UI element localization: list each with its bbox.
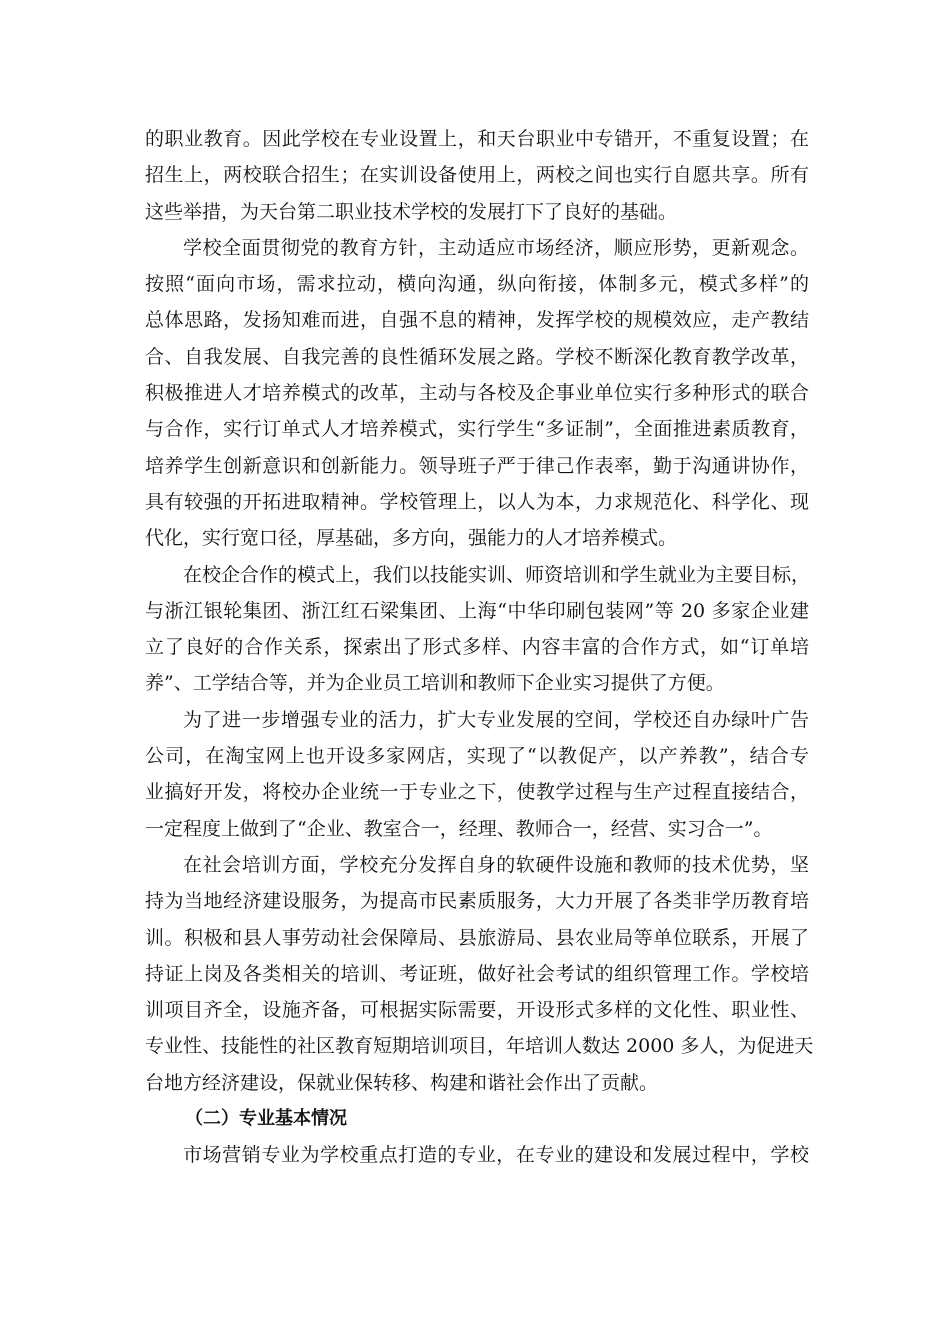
section-heading: （二）专业基本情况 (185, 1108, 347, 1130)
text-line: 养”、工学结合等，并为企业员工培训和教师下企业实习提供了方便。 (145, 672, 725, 695)
paragraph (145, 230, 809, 557)
text-line: 训。积极和县人事劳动社会保障局、县旅游局、县农业局等单位联系，开展了 (145, 926, 809, 949)
text-line: 具有较强的开拓进取精神。学校管理上，以人为本，力求规范化、科学化、现 (145, 490, 809, 513)
text-line: 立了良好的合作关系，探索出了形式多样、内容丰富的合作方式，如“订单培 (145, 636, 809, 659)
text-line: 一定程度上做到了“企业、教室合一，经理、教师合一，经营、实习合一”。 (145, 817, 773, 840)
text-line: 总体思路，发扬知难而进，自强不息的精神，发挥学校的规模效应，走产教结 (145, 309, 809, 332)
text-line: 学校全面贯彻党的教育方针，主动适应市场经济，顺应形势，更新观念。 (183, 236, 809, 259)
text-line: 在社会培训方面，学校充分发挥自身的软硬件设施和教师的技术优势，坚 (183, 853, 809, 876)
text-line: 代化，实行宽口径，厚基础，多方向，强能力的人才培养模式。 (145, 527, 678, 550)
text-line: 公司，在淘宝网上也开设多家网店，实现了“以教促产，以产养教”，结合专 (145, 745, 809, 768)
text-line: 这些举措，为天台第二职业技术学校的发展打下了良好的基础。 (145, 200, 678, 223)
text-line: 合、自我发展、自我完善的良性循环发展之路。学校不断深化教育教学改革， (145, 345, 809, 368)
text-line: 的职业教育。因此学校在专业设置上，和天台职业中专错开，不重复设置；在 (145, 128, 809, 150)
text-line: 持证上岗及各类相关的培训、考证班，做好社会考试的组织管理工作。学校培 (145, 962, 809, 985)
paragraph (145, 1137, 809, 1173)
text-line: 招生上，两校联合招生；在实训设备使用上，两校之间也实行自愿共享。所有 (145, 164, 809, 187)
paragraph (145, 121, 809, 230)
text-line: 与合作，实行订单式人才培养模式，实行学生“多证制”，全面推进素质教育， (145, 418, 809, 441)
text-line: 按照“面向市场，需求拉动，横向沟通，纵向衔接，体制多元，模式多样”的 (145, 273, 809, 296)
text-line: 训项目齐全，设施齐备，可根据实际需要，开设形式多样的文化性、职业性、 (145, 999, 809, 1022)
text-line: 与浙江银轮集团、浙江红石梁集团、上海“中华印刷包装网”等 20 多家企业建 (145, 599, 809, 622)
text-line: 业搞好开发，将校办企业统一于专业之下，使教学过程与生产过程直接结合， (145, 781, 809, 804)
text-line: 台地方经济建设，保就业保转移、构建和谐社会作出了贡献。 (145, 1071, 659, 1094)
text-line: 为了进一步增强专业的活力，扩大专业发展的空间，学校还自办绿叶广告 (183, 708, 809, 731)
paragraph (145, 702, 809, 847)
text-line: 市场营销专业为学校重点打造的专业，在专业的建设和发展过程中，学校 (183, 1144, 809, 1167)
paragraph (145, 557, 809, 702)
text-line: 积极推进人才培养模式的改革，主动与各校及企事业单位实行多种形式的联合 (145, 382, 809, 405)
text-line: 在校企合作的模式上，我们以技能实训、师资培训和学生就业为主要目标， (183, 563, 811, 586)
document-body (145, 121, 814, 1174)
text-line: 专业性、技能性的社区教育短期培训项目，年培训人数达 2000 多人，为促进天 (145, 1035, 814, 1058)
paragraph (145, 847, 814, 1101)
text-line: 持为当地经济建设服务，为提高市民素质服务，大力开展了各类非学历教育培 (145, 890, 809, 913)
text-line: 培养学生创新意识和创新能力。领导班子严于律己作表率，勤于沟通讲协作， (145, 454, 809, 477)
